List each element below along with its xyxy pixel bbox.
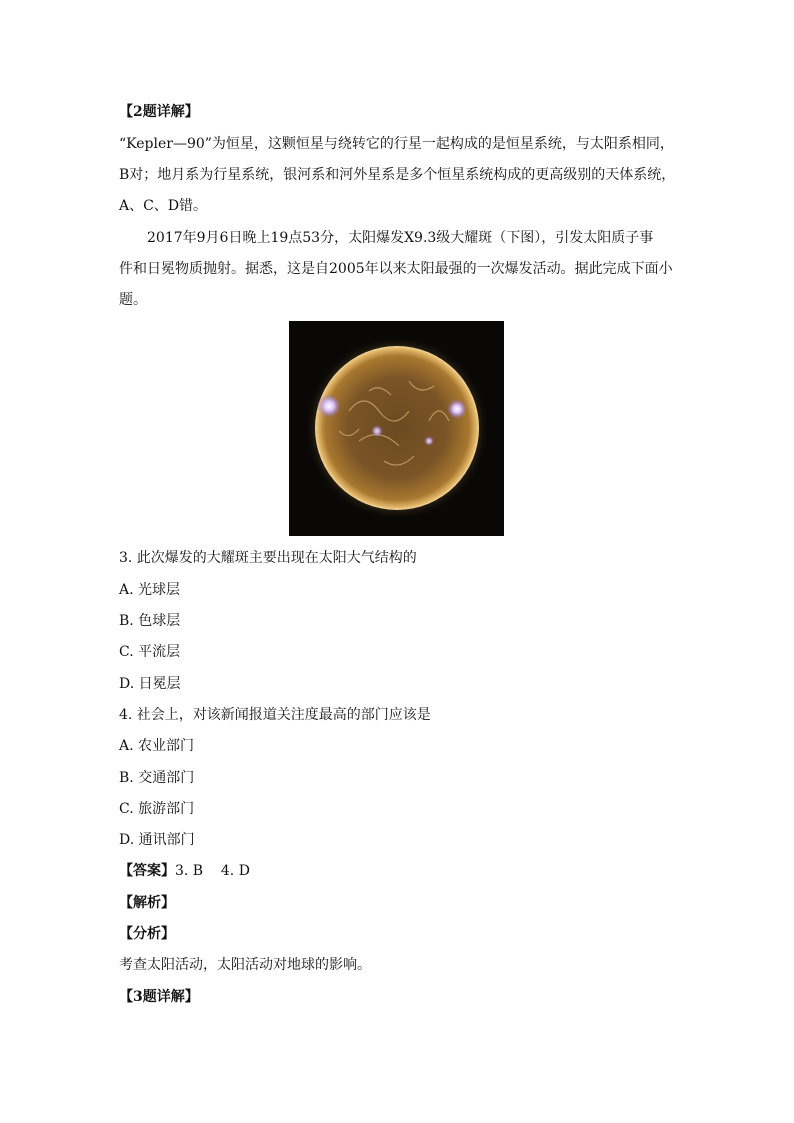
q4-option-c: C. 旅游部门 — [119, 801, 195, 817]
answer-line — [119, 861, 250, 881]
q3-stem: 3. 此次爆发的大耀斑主要出现在太阳大气结构的 — [119, 550, 417, 566]
intro-line-1: 2017年9月6日晚上19点53分，太阳爆发X9.3级大耀斑（下图），引发太阳质子事 — [147, 230, 654, 246]
section2-line-1: “Kepler—90”为恒星，这颗恒星与绕转它的行星一起构成的是恒星系统，与太阳系相同， — [119, 136, 674, 152]
q3-option-b: B. 色球层 — [119, 613, 181, 629]
q3-option-a: A. 光球层 — [119, 582, 181, 598]
q3-option-d: D. 日冕层 — [119, 676, 181, 692]
intro-line-2: 件和日冕物质抛射。据悉，这是自2005年以来太阳最强的一次爆发活动。据此完成下面小 — [119, 261, 673, 277]
section2-line-3: A、C、D错。 — [119, 198, 208, 214]
q4-stem: 4. 社会上，对该新闻报道关注度最高的部门应该是 — [119, 707, 431, 723]
intro-line-3: 题。 — [119, 292, 147, 308]
section2-line-2: B对；地月系为行星系统，银河系和河外星系是多个恒星系统构成的更高级别的天体系统， — [119, 167, 676, 183]
q4-option-d: D. 通讯部门 — [119, 832, 195, 848]
jiexi-heading: 【解析】 — [119, 895, 175, 911]
fenxi-heading: 【分析】 — [119, 926, 175, 942]
sun-flare-photo-icon — [289, 321, 504, 536]
q4-option-b: B. 交通部门 — [119, 770, 195, 786]
section2-heading: 【2题详解】 — [119, 104, 199, 120]
q4-option-a: A. 农业部门 — [119, 738, 195, 754]
answer-text: 3. B 4. D — [175, 863, 250, 879]
answer-label: 【答案】 — [119, 863, 175, 879]
analysis-summary: 考查太阳活动，太阳活动对地球的影响。 — [119, 957, 371, 973]
q3-option-c: C. 平流层 — [119, 644, 181, 660]
section3-heading: 【3题详解】 — [119, 989, 199, 1005]
